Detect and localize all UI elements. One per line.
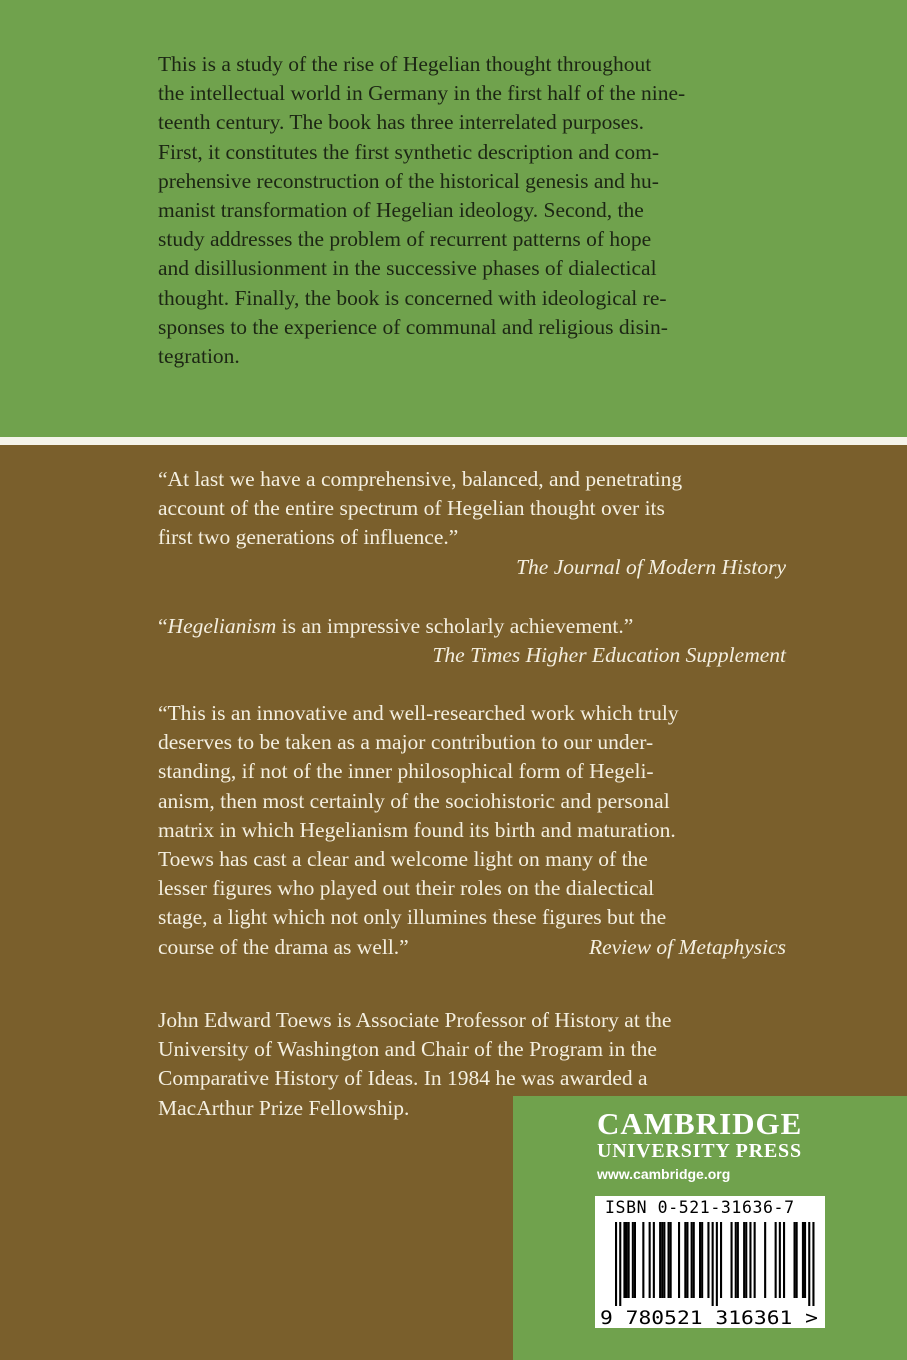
barcode-bar bbox=[743, 1222, 745, 1298]
description-line: and disillusionment in the successive phases of dialectical bbox=[158, 256, 657, 281]
description-line: tegration. bbox=[158, 344, 240, 369]
panel-divider bbox=[0, 437, 907, 445]
barcode-bar bbox=[626, 1222, 628, 1298]
barcode-bar bbox=[642, 1222, 644, 1298]
barcode-bar bbox=[794, 1222, 796, 1298]
review-line: account of the entire spectrum of Hegelian thought over its bbox=[158, 496, 665, 521]
barcode-bar bbox=[649, 1222, 651, 1298]
bio-line: MacArthur Prize Fellowship. bbox=[158, 1095, 410, 1120]
barcode-human-readable: 9 780521 316361 > bbox=[600, 1307, 818, 1328]
barcode-bar bbox=[668, 1222, 670, 1298]
barcode-bar bbox=[663, 1222, 665, 1298]
barcode-bar bbox=[731, 1222, 733, 1298]
barcode-bar bbox=[737, 1222, 739, 1298]
review-line: standing, if not of the inner philosophical form of Hegeli- bbox=[158, 759, 654, 784]
bio-line: Comparative History of Ideas. In 1984 he was awarded a bbox=[158, 1066, 648, 1091]
review-line: “This is an innovative and well-researched work which truly bbox=[158, 701, 679, 725]
barcode-bar bbox=[661, 1222, 663, 1298]
barcode-bar bbox=[796, 1222, 798, 1298]
review-metaphysics bbox=[158, 699, 786, 962]
description-line: study addresses the problem of recurrent patterns of hope bbox=[158, 227, 652, 252]
barcode-bar bbox=[699, 1222, 701, 1298]
review-line: first two generations of influence.” bbox=[158, 525, 459, 550]
barcode-bar bbox=[693, 1222, 695, 1298]
description-panel bbox=[0, 0, 907, 437]
barcode-bar bbox=[678, 1222, 680, 1298]
barcode-bar bbox=[659, 1222, 661, 1298]
review-line: deserves to be taken as a major contribution to our under- bbox=[158, 730, 654, 755]
review-line: Toews has cast a clear and welcome light on many of the bbox=[158, 847, 648, 872]
description-line: This is a study of the rise of Hegelian thought throughout bbox=[158, 52, 652, 76]
barcode-bar bbox=[775, 1222, 777, 1298]
barcode-bar bbox=[802, 1222, 804, 1298]
barcode-bar bbox=[812, 1222, 814, 1306]
barcode-bar bbox=[632, 1222, 634, 1298]
barcode-bar bbox=[735, 1222, 737, 1298]
description-line: teenth century. The book has three interrelated purposes. bbox=[158, 110, 644, 135]
barcode-bar bbox=[619, 1222, 621, 1306]
barcode-bar bbox=[808, 1222, 810, 1306]
barcode-bar bbox=[804, 1222, 806, 1298]
barcode-bar bbox=[701, 1222, 703, 1298]
publisher-name: CAMBRIDGE bbox=[597, 1106, 803, 1141]
barcode-bar bbox=[615, 1222, 617, 1306]
description-line: thought. Finally, the book is concerned with ideological re- bbox=[158, 285, 667, 310]
bio-line: University of Washington and Chair of the Program in the bbox=[158, 1037, 657, 1062]
publisher-url: www.cambridge.org bbox=[597, 1166, 731, 1182]
review-line: stage, a light which not only illumines these figures but the bbox=[158, 905, 667, 930]
description-line: the intellectual world in Germany in the first half of the nine- bbox=[158, 81, 686, 106]
barcode-graphic bbox=[595, 1196, 825, 1328]
description-line: prehensive reconstruction of the historical genesis and hu- bbox=[158, 168, 659, 193]
barcode-bar bbox=[634, 1222, 636, 1298]
barcode-bar bbox=[691, 1222, 693, 1298]
barcode-bars bbox=[615, 1222, 815, 1306]
barcode-bar bbox=[712, 1222, 714, 1306]
review-line: course of the drama as well.” bbox=[158, 934, 409, 959]
description-text bbox=[158, 50, 786, 371]
publisher-press: UNIVERSITY PRESS bbox=[597, 1140, 802, 1162]
review-line: lesser figures who played out their roles on the dialectical bbox=[158, 876, 655, 901]
barcode-bar bbox=[764, 1222, 766, 1298]
isbn-label: ISBN 0-521-31636-7 bbox=[605, 1198, 795, 1217]
isbn-barcode bbox=[595, 1196, 825, 1328]
barcode-bar bbox=[707, 1222, 709, 1298]
barcode-bar bbox=[623, 1222, 625, 1298]
barcode-bar bbox=[779, 1222, 781, 1298]
barcode-bar bbox=[716, 1222, 718, 1306]
barcode-bar bbox=[745, 1222, 747, 1298]
description-line: First, it constitutes the first synthetic description and com- bbox=[158, 139, 659, 164]
barcode-bar bbox=[720, 1222, 722, 1298]
review-line: anism, then most certainly of the sociohistoric and personal bbox=[158, 788, 670, 813]
barcode-bar bbox=[670, 1222, 672, 1298]
review-journal-modern-history bbox=[158, 465, 786, 582]
barcode-bar bbox=[684, 1222, 686, 1298]
barcode-bar bbox=[754, 1222, 756, 1298]
review-line: “At last we have a comprehensive, balanced, and penetrating bbox=[158, 467, 683, 491]
description-line: sponses to the experience of communal and religious disin- bbox=[158, 314, 668, 339]
bio-line: John Edward Toews is Associate Professor of History at the bbox=[158, 1008, 672, 1032]
review-open-quote: “ bbox=[158, 614, 168, 638]
barcode-bar bbox=[783, 1222, 785, 1298]
review-times-higher-education bbox=[158, 612, 786, 670]
review-source: Review of Metaphysics bbox=[588, 934, 786, 959]
barcode-bar bbox=[749, 1222, 751, 1298]
barcode-bar bbox=[628, 1222, 630, 1298]
review-line: matrix in which Hegelianism found its birth and maturation. bbox=[158, 817, 676, 842]
review-book-title: Hegelianism bbox=[167, 614, 277, 638]
review-source: The Journal of Modern History bbox=[516, 554, 786, 579]
barcode-bar bbox=[653, 1222, 655, 1298]
publisher-box bbox=[513, 1096, 907, 1360]
review-text: is an impressive scholarly achievement.” bbox=[276, 614, 634, 638]
barcode-bar bbox=[686, 1222, 688, 1298]
review-source: The Times Higher Education Supplement bbox=[432, 643, 786, 668]
description-line: manist transformation of Hegelian ideology. Second, the bbox=[158, 198, 644, 223]
